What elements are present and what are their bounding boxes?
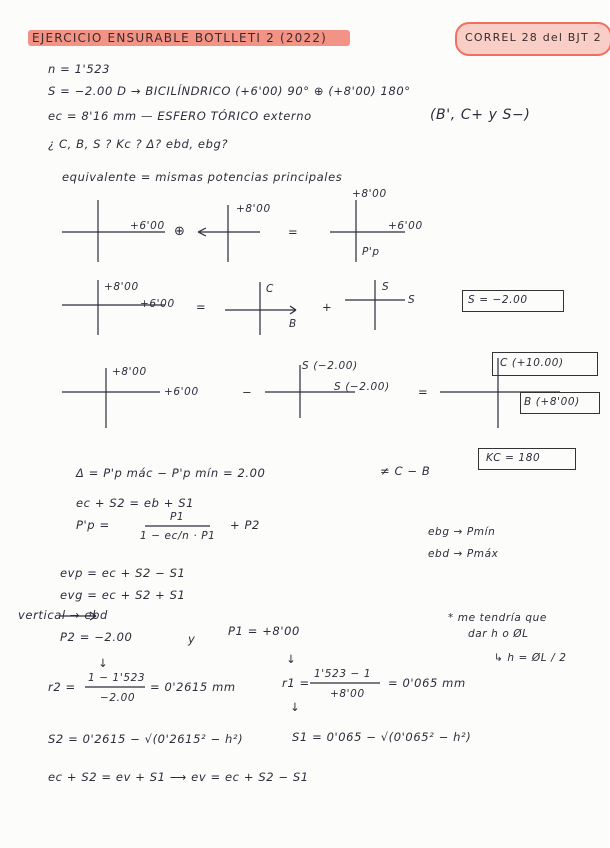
b-result: B (+8'00) xyxy=(524,396,580,408)
diagram2-left-side: +6'00 xyxy=(140,298,175,310)
questions: ¿ C, B, S ? Kc ? Δ? ebd, ebg? xyxy=(48,137,229,151)
delta-formula: Δ = P'p mác − P'p mín = 2.00 xyxy=(76,466,266,480)
vertical-note: vertical → ebd xyxy=(18,608,108,622)
diagram2-c-label: C xyxy=(266,283,274,295)
ebd-note: ebd → Pmáx xyxy=(428,548,499,560)
refractive-index: n = 1'523 xyxy=(48,62,111,76)
diagram2-left-top: +8'00 xyxy=(104,281,139,293)
diagram1-plus: ⊕ xyxy=(174,224,186,239)
and-word: y xyxy=(188,632,196,646)
r1-den: +8'00 xyxy=(330,688,365,700)
r2-result: = 0'2615 mm xyxy=(150,680,236,694)
side-note-2: dar h o ØL xyxy=(468,628,529,640)
kc-result: KC = 180 xyxy=(486,452,541,464)
arrow-down-r1: ↓ xyxy=(290,700,301,714)
diagram1-right-bottom: P'p xyxy=(362,246,380,258)
power-formula-num: P1 xyxy=(170,511,185,523)
diagram3-left-side: +6'00 xyxy=(164,386,199,398)
r2-lhs: r2 = xyxy=(48,680,76,694)
diagram3-mid-top: S (−2.00) xyxy=(302,360,358,372)
r1-num: 1'523 − 1 xyxy=(314,668,372,680)
r2-den: −2.00 xyxy=(100,692,136,704)
side-note-1: * me tendría que xyxy=(448,612,547,624)
side-note-3: ↳ h = ØL / 2 xyxy=(494,652,567,664)
thickness-relation: ec + S2 = eb + S1 xyxy=(76,496,195,510)
c-result: C (+10.00) xyxy=(500,357,564,369)
diagram1-right-side: +6'00 xyxy=(388,220,423,232)
delta-note: ≠ C − B xyxy=(380,464,431,478)
evp-formula: evp = ec + S2 − S1 xyxy=(60,566,186,580)
diagram3-minus: − xyxy=(242,385,253,399)
lens-statement: S = −2.00 D → BICILÍNDRICO (+6'00) 90° ⊕ (+8'00) 180° xyxy=(48,84,411,98)
diagram2-plus: + xyxy=(322,300,333,314)
arrow-down-right: ↓ xyxy=(286,652,297,666)
exercise-title: EJERCICIO ENSURABLE BOTLLETI 2 (2022) xyxy=(32,31,328,45)
diagram3-mid-side: S (−2.00) xyxy=(334,381,390,393)
r2-num: 1 − 1'523 xyxy=(88,672,146,684)
power-formula-rhs: + P2 xyxy=(230,518,260,532)
diagram2-s-top: S xyxy=(382,281,390,293)
final-formula: ec + S2 = ev + S1 ⟶ ev = ec + S2 − S1 xyxy=(48,770,309,784)
diagram3-left-top: +8'00 xyxy=(112,366,147,378)
arrow-down-left: ↓ xyxy=(98,656,109,670)
diagram2-equals: = xyxy=(196,300,207,314)
power-formula-den: 1 − ec/n · P1 xyxy=(140,530,216,542)
s2-formula: S2 = 0'2615 − √(0'2615² − h²) xyxy=(48,732,244,746)
power-formula-lhs: P'p = xyxy=(76,518,110,532)
diagram1-left-value: +6'00 xyxy=(130,220,165,232)
ebg-note: ebg → Pmín xyxy=(428,526,496,538)
corner-note: CORREL 28 del BJT 2 xyxy=(465,31,602,44)
diagram1-mid-value: +8'00 xyxy=(236,203,271,215)
s1-formula: S1 = 0'065 − √(0'065² − h²) xyxy=(292,730,472,744)
diagram3-equals: = xyxy=(418,385,429,399)
evg-formula: evg = ec + S2 + S1 xyxy=(60,588,186,602)
p2-value: P2 = −2.00 xyxy=(60,630,133,644)
surfaces-statement: (B', C+ y S−) xyxy=(430,107,531,123)
diagram1-right-top: +8'00 xyxy=(352,188,387,200)
diagram1-equals: = xyxy=(288,225,299,239)
diagram2-b-label: B xyxy=(289,318,297,330)
r1-result: = 0'065 mm xyxy=(388,676,466,690)
equivalence-line: equivalente = mismas potencias principales xyxy=(62,170,343,184)
r1-lhs: r1 = xyxy=(282,676,310,690)
diagram2-s-side: S xyxy=(408,294,416,306)
s-result: S = −2.00 xyxy=(468,294,528,306)
p1-value: P1 = +8'00 xyxy=(228,624,300,638)
thickness-statement: ec = 8'16 mm — ESFERO TÓRICO externo xyxy=(48,109,312,123)
